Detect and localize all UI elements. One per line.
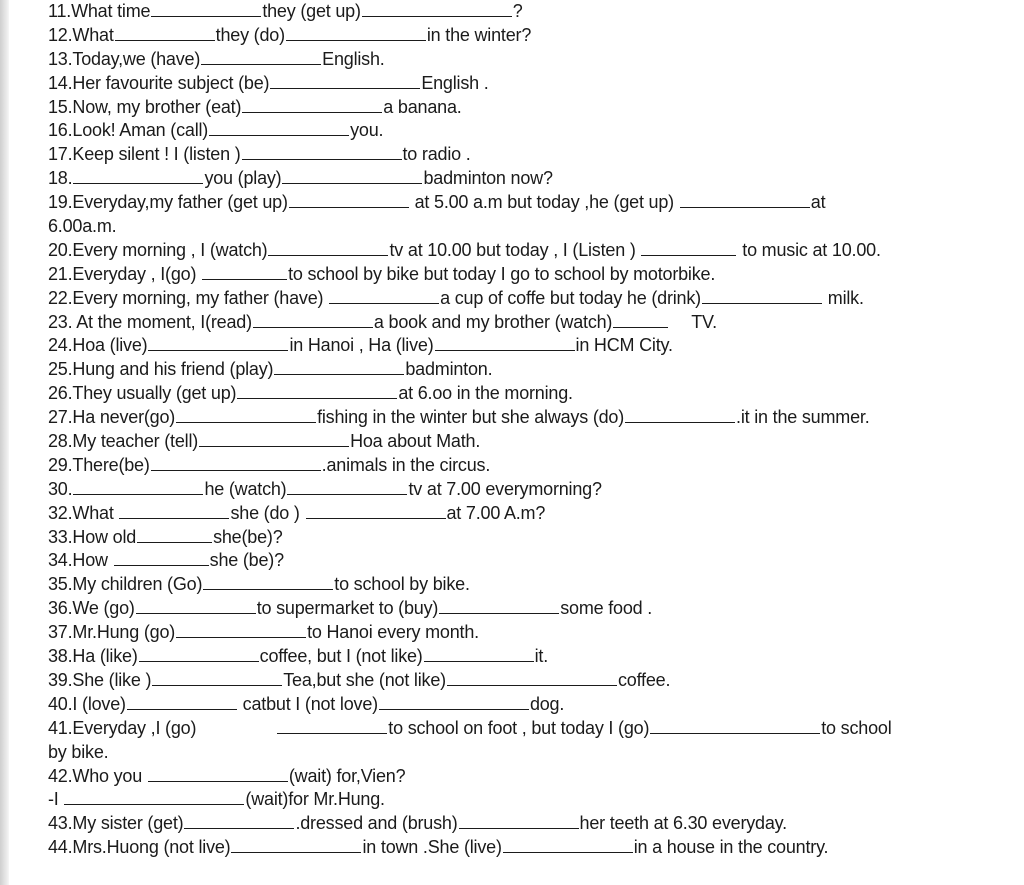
question-14 (48, 72, 1008, 96)
question-40 (48, 693, 1008, 717)
question-text: a banana. (383, 96, 462, 117)
question-text: (wait)for Mr.Hung. (245, 789, 385, 810)
answer-blank[interactable] (447, 671, 617, 686)
answer-blank[interactable] (274, 360, 404, 375)
question-text: 42.Who you (48, 765, 143, 786)
question-text: 30. (48, 478, 73, 499)
question-37 (48, 621, 1008, 645)
question-34 (48, 549, 1008, 573)
question-text: she (be)? (209, 550, 284, 571)
question-text: to music at 10.00. (742, 239, 881, 260)
question-text: coffee. (617, 669, 671, 690)
question-text: in a house in the country. (633, 837, 829, 858)
question-text: at 5.00 a.m but today ,he (get up) (414, 192, 674, 213)
answer-blank[interactable] (137, 528, 212, 543)
question-38 (48, 645, 1008, 669)
answer-blank[interactable] (184, 814, 294, 829)
question-text: 12.What (48, 24, 114, 45)
question-20 (48, 239, 1008, 263)
question-text: fishing in the winter but she always (do) (317, 407, 625, 428)
question-36 (48, 597, 1008, 621)
question-16 (48, 119, 1008, 143)
answer-blank[interactable] (237, 384, 397, 399)
question-text: 25.Hung and his friend (play) (48, 359, 274, 380)
question-text: 15.Now, my brother (eat) (48, 96, 242, 117)
question-text: a book and my brother (watch) (373, 311, 613, 332)
question-text: by bike. (48, 741, 109, 762)
question-text: 34.How (48, 550, 108, 571)
question-text: Hoa about Math. (350, 431, 481, 452)
question-30 (48, 478, 1008, 502)
question-text: to school by bike. (334, 574, 470, 595)
answer-blank[interactable] (641, 241, 736, 256)
question-32 (48, 502, 1008, 526)
question-text: 17.Keep silent ! I (listen ) (48, 144, 241, 165)
question-text: English. (322, 48, 385, 69)
answer-blank[interactable] (151, 2, 261, 17)
answer-blank[interactable] (282, 169, 422, 184)
question-text: 13.Today,we (have) (48, 48, 201, 69)
question-29 (48, 454, 1008, 478)
question-text: milk. (827, 287, 864, 308)
question-44 (48, 836, 1008, 860)
question-text: 21.Everyday , I(go) (48, 263, 197, 284)
answer-blank[interactable] (270, 74, 420, 89)
question-text: to school (821, 717, 892, 738)
answer-blank[interactable] (231, 838, 361, 853)
question-41-continued (48, 741, 1008, 765)
answer-blank[interactable] (176, 623, 306, 638)
question-text: they (do) (215, 24, 285, 45)
question-text: coffee, but I (not like) (259, 646, 423, 667)
question-12 (48, 24, 1008, 48)
question-18 (48, 167, 1008, 191)
answer-blank[interactable] (114, 551, 209, 566)
question-text: in the winter? (426, 24, 532, 45)
question-28 (48, 430, 1008, 454)
answer-blank[interactable] (289, 193, 409, 208)
question-text: 39.She (like ) (48, 669, 152, 690)
answer-blank[interactable] (176, 408, 316, 423)
question-text: (wait) for,Vien? (288, 765, 406, 786)
answer-blank[interactable] (73, 169, 203, 184)
question-text: dog. (529, 693, 565, 714)
question-text: 11.What time (48, 1, 151, 21)
question-22 (48, 287, 1008, 311)
question-text: at (810, 192, 826, 213)
question-text: Tea,but she (not like) (283, 669, 446, 690)
question-text: you (play) (204, 168, 282, 189)
answer-blank[interactable] (435, 336, 575, 351)
answer-blank[interactable] (73, 480, 203, 495)
question-23 (48, 311, 1008, 335)
answer-blank[interactable] (702, 289, 822, 304)
answer-blank[interactable] (439, 599, 559, 614)
question-text: -I (48, 789, 59, 810)
question-text: 40.I (love) (48, 693, 126, 714)
question-text: to supermarket to (buy) (256, 598, 439, 619)
question-text: .dressed and (brush) (295, 813, 458, 834)
answer-blank[interactable] (202, 265, 287, 280)
answer-blank[interactable] (424, 647, 534, 662)
answer-blank[interactable] (362, 2, 512, 17)
answer-blank[interactable] (242, 98, 382, 113)
question-text: 19.Everyday,my father (get up) (48, 192, 288, 213)
question-text: 32.What (48, 502, 114, 523)
question-text: .it in the summer. (736, 407, 870, 428)
answer-blank[interactable] (306, 504, 446, 519)
question-text: 36.We (go) (48, 598, 135, 619)
page-edge-shadow (0, 0, 9, 885)
answer-blank[interactable] (151, 456, 321, 471)
question-text: tv at 7.00 everymorning? (408, 478, 602, 499)
answer-blank[interactable] (119, 504, 229, 519)
question-text: 35.My children (Go) (48, 574, 203, 595)
question-33 (48, 526, 1008, 550)
question-41 (48, 717, 1008, 741)
question-text: 20.Every morning , I (watch) (48, 239, 268, 260)
question-43 (48, 812, 1008, 836)
question-text: 29.There(be) (48, 454, 150, 475)
answer-blank[interactable] (268, 241, 388, 256)
question-text: she(be)? (213, 526, 283, 547)
question-text: at 7.00 A.m? (446, 502, 546, 523)
answer-blank[interactable] (650, 719, 820, 734)
question-text: 27.Ha never(go) (48, 407, 176, 428)
answer-blank[interactable] (242, 145, 402, 160)
question-text: to school by bike but today I go to school by motorbike. (288, 263, 716, 284)
question-text: in town .She (live) (362, 837, 502, 858)
question-42 (48, 765, 1008, 789)
question-text: 33.How old (48, 526, 137, 547)
question-text: catbut I (not love) (242, 693, 378, 714)
question-35 (48, 573, 1008, 597)
question-text: he (watch) (204, 478, 287, 499)
question-text: to school on foot , but today I (go) (388, 717, 650, 738)
answer-blank[interactable] (203, 575, 333, 590)
answer-blank[interactable] (625, 408, 735, 423)
question-27 (48, 406, 1008, 430)
worksheet (48, 0, 1008, 860)
answer-blank[interactable] (329, 289, 439, 304)
answer-blank[interactable] (127, 695, 237, 710)
question-text: 22.Every morning, my father (have) (48, 287, 324, 308)
answer-blank[interactable] (201, 50, 321, 65)
question-text: badminton now? (423, 168, 553, 189)
question-text: English . (421, 72, 489, 93)
question-text: 24.Hoa (live) (48, 335, 148, 356)
question-text: ? (512, 1, 523, 21)
question-text: tv at 10.00 but today , I (Listen ) (389, 239, 636, 260)
answer-blank[interactable] (64, 790, 244, 805)
question-text: 37.Mr.Hung (go) (48, 622, 176, 643)
question-text: badminton. (405, 359, 493, 380)
question-text: they (get up) (262, 1, 361, 21)
question-text: in HCM City. (575, 335, 673, 356)
answer-blank[interactable] (136, 599, 256, 614)
question-25 (48, 358, 1008, 382)
answer-blank[interactable] (115, 26, 215, 41)
question-text: 38.Ha (like) (48, 646, 138, 667)
question-text: to Hanoi every month. (307, 622, 479, 643)
question-text: 6.00a.m. (48, 216, 117, 237)
answer-blank[interactable] (253, 313, 373, 328)
answer-blank[interactable] (680, 193, 810, 208)
question-19 (48, 191, 1008, 215)
question-text: to radio . (402, 144, 471, 165)
answer-blank[interactable] (613, 313, 668, 328)
question-42-answer (48, 788, 1008, 812)
answer-blank[interactable] (459, 814, 579, 829)
answer-blank[interactable] (287, 480, 407, 495)
answer-blank[interactable] (148, 336, 288, 351)
question-21 (48, 263, 1008, 287)
answer-blank[interactable] (139, 647, 259, 662)
question-text: TV. (691, 311, 717, 332)
question-text: at 6.oo in the morning. (398, 383, 573, 404)
question-17 (48, 143, 1008, 167)
answer-blank[interactable] (152, 671, 282, 686)
question-text: 26.They usually (get up) (48, 383, 237, 404)
answer-blank[interactable] (199, 432, 349, 447)
question-39 (48, 669, 1008, 693)
question-text: 28.My teacher (tell) (48, 431, 199, 452)
question-text: in Hanoi , Ha (live) (289, 335, 434, 356)
question-text: her teeth at 6.30 everyday. (579, 813, 787, 834)
question-24 (48, 334, 1008, 358)
answer-blank[interactable] (148, 767, 288, 782)
question-15 (48, 96, 1008, 120)
question-13 (48, 48, 1008, 72)
question-text: 44.Mrs.Huong (not live) (48, 837, 231, 858)
answer-blank[interactable] (503, 838, 633, 853)
question-text: some food . (560, 598, 653, 619)
question-text: .animals in the circus. (321, 454, 491, 475)
question-text: it. (534, 646, 549, 667)
question-text: she (do ) (230, 502, 300, 523)
answer-blank[interactable] (379, 695, 529, 710)
question-text: 14.Her favourite subject (be) (48, 72, 270, 93)
question-text: 16.Look! Aman (call) (48, 120, 209, 141)
answer-blank[interactable] (209, 121, 349, 136)
question-26 (48, 382, 1008, 406)
answer-blank[interactable] (277, 719, 387, 734)
question-text: you. (350, 120, 384, 141)
question-text: 41.Everyday ,I (go) (48, 717, 197, 738)
question-text: 18. (48, 168, 73, 189)
question-text: 43.My sister (get) (48, 813, 184, 834)
question-text: a cup of coffe but today he (drink) (440, 287, 701, 308)
answer-blank[interactable] (286, 26, 426, 41)
question-text: 23. At the moment, I(read) (48, 311, 252, 332)
question-11 (48, 0, 1008, 24)
question-19-continued (48, 215, 1008, 239)
